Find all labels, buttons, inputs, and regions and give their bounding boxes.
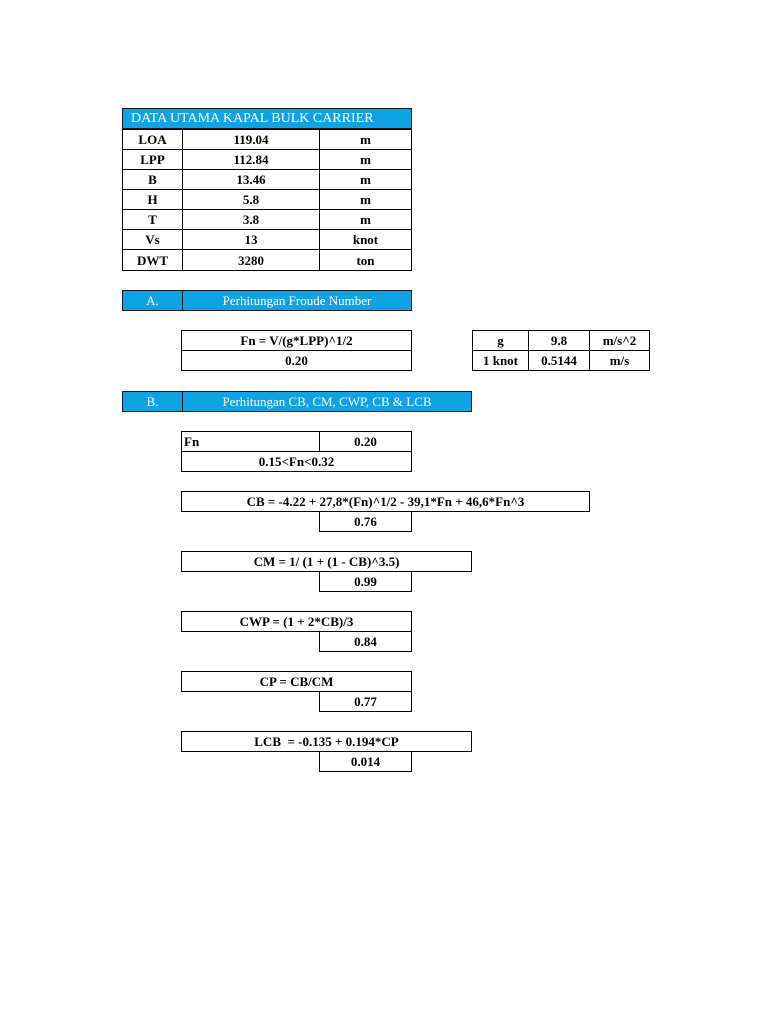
row-t-unit: m — [319, 209, 412, 230]
row-loa-value: 119.04 — [182, 129, 320, 150]
row-lpp-unit: m — [319, 149, 412, 170]
const-g-value: 9.8 — [528, 330, 590, 351]
section-b-letter: B. — [122, 391, 183, 412]
row-dwt-value: 3280 — [182, 249, 320, 271]
fn-value: 0.20 — [319, 431, 412, 452]
cm-formula: CM = 1/ (1 + (1 - CB)^3.5) — [181, 551, 472, 572]
row-dwt-unit: ton — [319, 249, 412, 271]
row-loa-label: LOA — [122, 129, 183, 150]
lcb-formula: LCB = -0.135 + 0.194*CP — [181, 731, 472, 752]
row-loa-unit: m — [319, 129, 412, 150]
cb-value: 0.76 — [319, 511, 412, 532]
row-vs-label: Vs — [122, 229, 183, 250]
const-g-label: g — [472, 330, 529, 351]
row-h-unit: m — [319, 189, 412, 210]
section-b-title: Perhitungan CB, CM, CWP, CB & LCB — [182, 391, 472, 412]
row-t-value: 3.8 — [182, 209, 320, 230]
section-a-letter: A. — [122, 290, 183, 311]
row-vs-value: 13 — [182, 229, 320, 250]
const-knot-unit: m/s — [589, 350, 650, 371]
row-b-label: B — [122, 169, 183, 190]
const-g-unit: m/s^2 — [589, 330, 650, 351]
cm-value: 0.99 — [319, 571, 412, 592]
froude-formula: Fn = V/(g*LPP)^1/2 — [181, 330, 412, 351]
row-t-label: T — [122, 209, 183, 230]
row-b-unit: m — [319, 169, 412, 190]
row-lpp-value: 112.84 — [182, 149, 320, 170]
cp-value: 0.77 — [319, 691, 412, 712]
const-knot-value: 0.5144 — [528, 350, 590, 371]
section-a-title: Perhitungan Froude Number — [182, 290, 412, 311]
cwp-value: 0.84 — [319, 631, 412, 652]
cp-formula: CP = CB/CM — [181, 671, 412, 692]
cwp-formula: CWP = (1 + 2*CB)/3 — [181, 611, 412, 632]
cb-formula: CB = -4.22 + 27,8*(Fn)^1/2 - 39,1*Fn + 46,6*Fn^3 — [181, 491, 590, 512]
fn-range: 0.15<Fn<0.32 — [181, 451, 412, 472]
row-vs-unit: knot — [319, 229, 412, 250]
fn-label: Fn — [181, 431, 320, 452]
lcb-value: 0.014 — [319, 751, 412, 772]
row-lpp-label: LPP — [122, 149, 183, 170]
row-b-value: 13.46 — [182, 169, 320, 190]
row-h-label: H — [122, 189, 183, 210]
const-knot-label: 1 knot — [472, 350, 529, 371]
main-table-header: DATA UTAMA KAPAL BULK CARRIER — [122, 108, 412, 129]
froude-result: 0.20 — [181, 350, 412, 371]
row-dwt-label: DWT — [122, 249, 183, 271]
main-data-table — [0, 0, 768, 280]
row-h-value: 5.8 — [182, 189, 320, 210]
